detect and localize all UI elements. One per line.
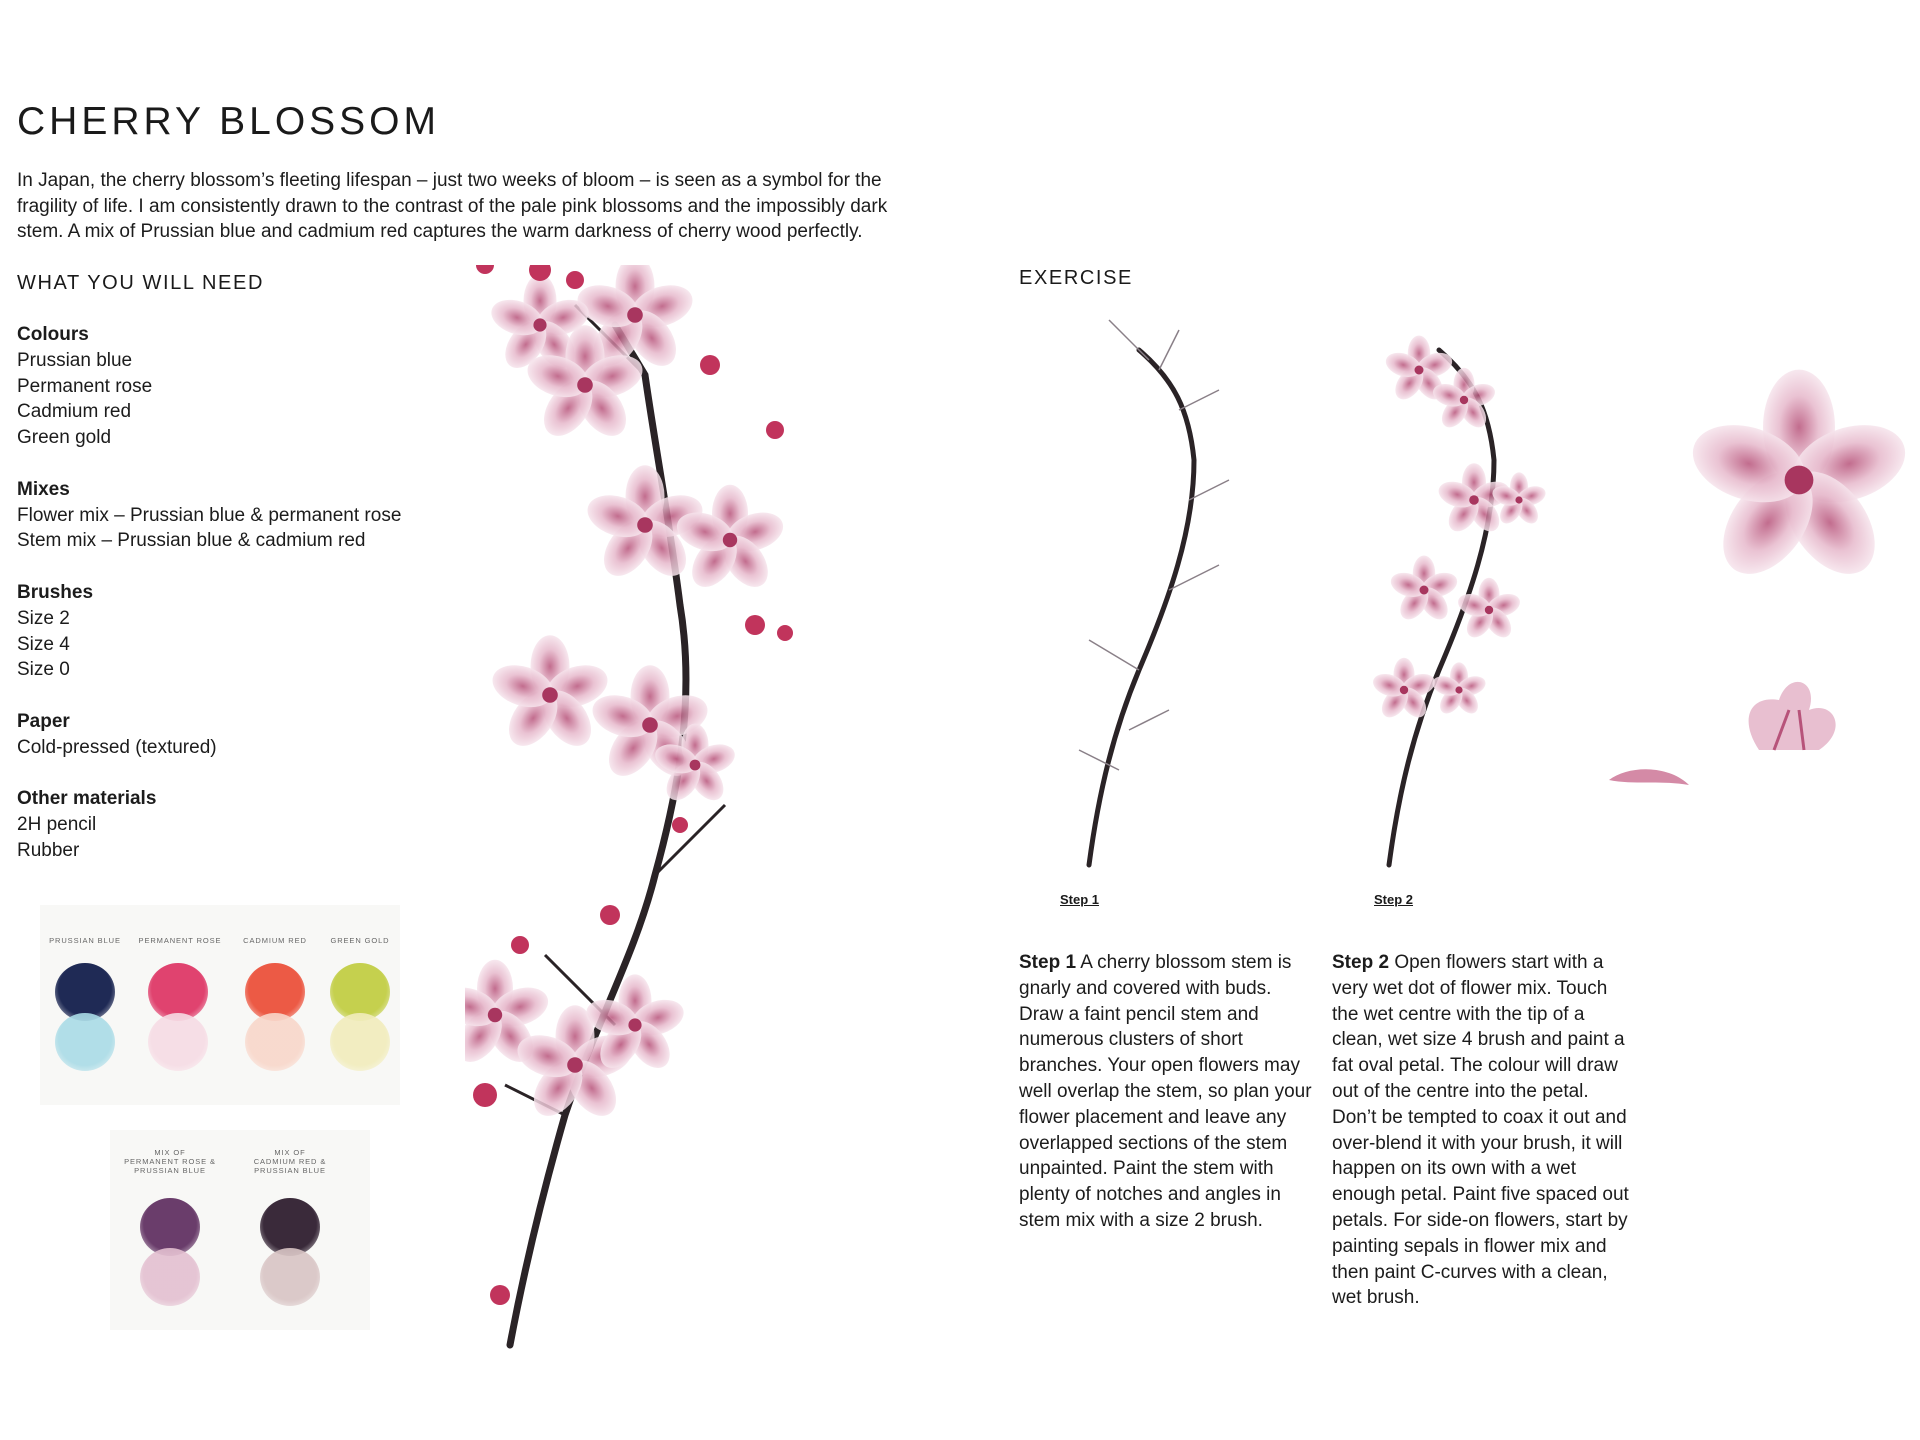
list-item: Rubber bbox=[17, 839, 80, 861]
cadmium-red-wash-swatch bbox=[245, 1013, 305, 1071]
mix-swatches-panel bbox=[110, 1130, 370, 1330]
step1-lead: Step 1 bbox=[1019, 952, 1077, 973]
swatch-label: MIX OF CADMIUM RED & PRUSSIAN BLUE bbox=[253, 1148, 327, 1175]
side-on-flower-example bbox=[1609, 682, 1836, 785]
page-title: CHERRY BLOSSOM bbox=[17, 100, 440, 143]
swatch-label: PRUSSIAN BLUE bbox=[49, 936, 121, 945]
materials-group-brushes bbox=[17, 580, 457, 683]
materials-group-other bbox=[17, 786, 457, 863]
group-title: Brushes bbox=[17, 581, 94, 603]
step2-lead: Step 2 bbox=[1332, 952, 1390, 973]
intro-paragraph: In Japan, the cherry blossom’s fleeting lifespan – just two weeks of bloom – is seen as a symbol for the fragility of life. I am consistently drawn to the contrast of the pale pink blossoms and the impossibly dark stem. A mix of Prussian blue and cadmium red captures the warm darkness of cherry wood perfectly. bbox=[17, 170, 888, 242]
list-item: Flower mix – Prussian blue & permanent rose bbox=[17, 504, 402, 526]
swatch-label: GREEN GOLD bbox=[330, 936, 390, 945]
flower-mix-wash-swatch bbox=[140, 1248, 200, 1306]
list-item: 2H pencil bbox=[17, 814, 97, 836]
list-item: Size 0 bbox=[17, 659, 70, 681]
step2-instructions bbox=[1332, 950, 1632, 1311]
green-gold-wash-swatch bbox=[330, 1013, 390, 1071]
swatch-label: MIX OF PERMANENT ROSE & PRUSSIAN BLUE bbox=[124, 1148, 216, 1175]
permanent-rose-wash-swatch bbox=[148, 1013, 208, 1071]
materials-list bbox=[17, 322, 457, 890]
list-item: Prussian blue bbox=[17, 349, 133, 371]
swatch-label: PERMANENT ROSE bbox=[138, 936, 222, 945]
step2-blossom-illustration bbox=[1370, 336, 1548, 866]
needs-heading: WHAT YOU WILL NEED bbox=[17, 272, 264, 294]
buds bbox=[473, 265, 793, 1305]
materials-group-mixes bbox=[17, 477, 457, 554]
list-item: Size 4 bbox=[17, 633, 70, 655]
list-item: Stem mix – Prussian blue & cadmium red bbox=[17, 530, 366, 552]
group-title: Paper bbox=[17, 710, 70, 732]
group-title: Mixes bbox=[17, 478, 70, 500]
group-title: Other materials bbox=[17, 788, 157, 810]
list-item: Size 2 bbox=[17, 607, 70, 629]
list-item: Cold-pressed (textured) bbox=[17, 736, 217, 758]
step2-body: Open flowers start with a very wet dot of flower mix. Touch the wet centre with the tip of a clean, wet size 4 brush and paint a fat oval petal. The colour will draw out of the centre into the petal. Don’t be tempted to coax it out and over-blend it with your brush, it will happen on its own with a wet enough petal. Paint five spaced out petals. For side-on flowers, start by painting sepals in flower mix and then paint C-curves with a clean, wet brush. bbox=[1332, 952, 1629, 1309]
stem-mix-wash-swatch bbox=[260, 1248, 320, 1306]
exercise-steps-illustration bbox=[1019, 310, 1919, 910]
group-title: Colours bbox=[17, 324, 89, 345]
exercise-heading: EXERCISE bbox=[1019, 267, 1133, 289]
materials-group-paper bbox=[17, 709, 457, 761]
list-item: Permanent rose bbox=[17, 375, 153, 397]
step1-body: A cherry blossom stem is gnarly and covered with buds. Draw a faint pencil stem and numerous clusters of short branches. Your open flowers may well overlap the stem, so plan your flower placement and leave any overlapped sections of the stem unpainted. Paint the stem with plenty of notches and angles in stem mix with a size 2 brush. bbox=[1019, 952, 1312, 1231]
colour-swatches-panel bbox=[40, 905, 400, 1105]
step1-instructions bbox=[1019, 950, 1314, 1234]
open-flower-example bbox=[1683, 370, 1915, 591]
step1-caption: Step 1 bbox=[1060, 892, 1100, 907]
step1-stem-illustration bbox=[1079, 320, 1229, 865]
materials-group-colours bbox=[17, 322, 457, 451]
cherry-blossom-branch-illustration bbox=[465, 265, 945, 1350]
blossom-cluster bbox=[465, 265, 788, 1125]
prussian-blue-wash-swatch bbox=[55, 1013, 115, 1071]
list-item: Cadmium red bbox=[17, 401, 132, 423]
swatch-label: CADMIUM RED bbox=[243, 936, 307, 945]
step2-caption: Step 2 bbox=[1374, 892, 1414, 907]
list-item: Green gold bbox=[17, 427, 112, 449]
